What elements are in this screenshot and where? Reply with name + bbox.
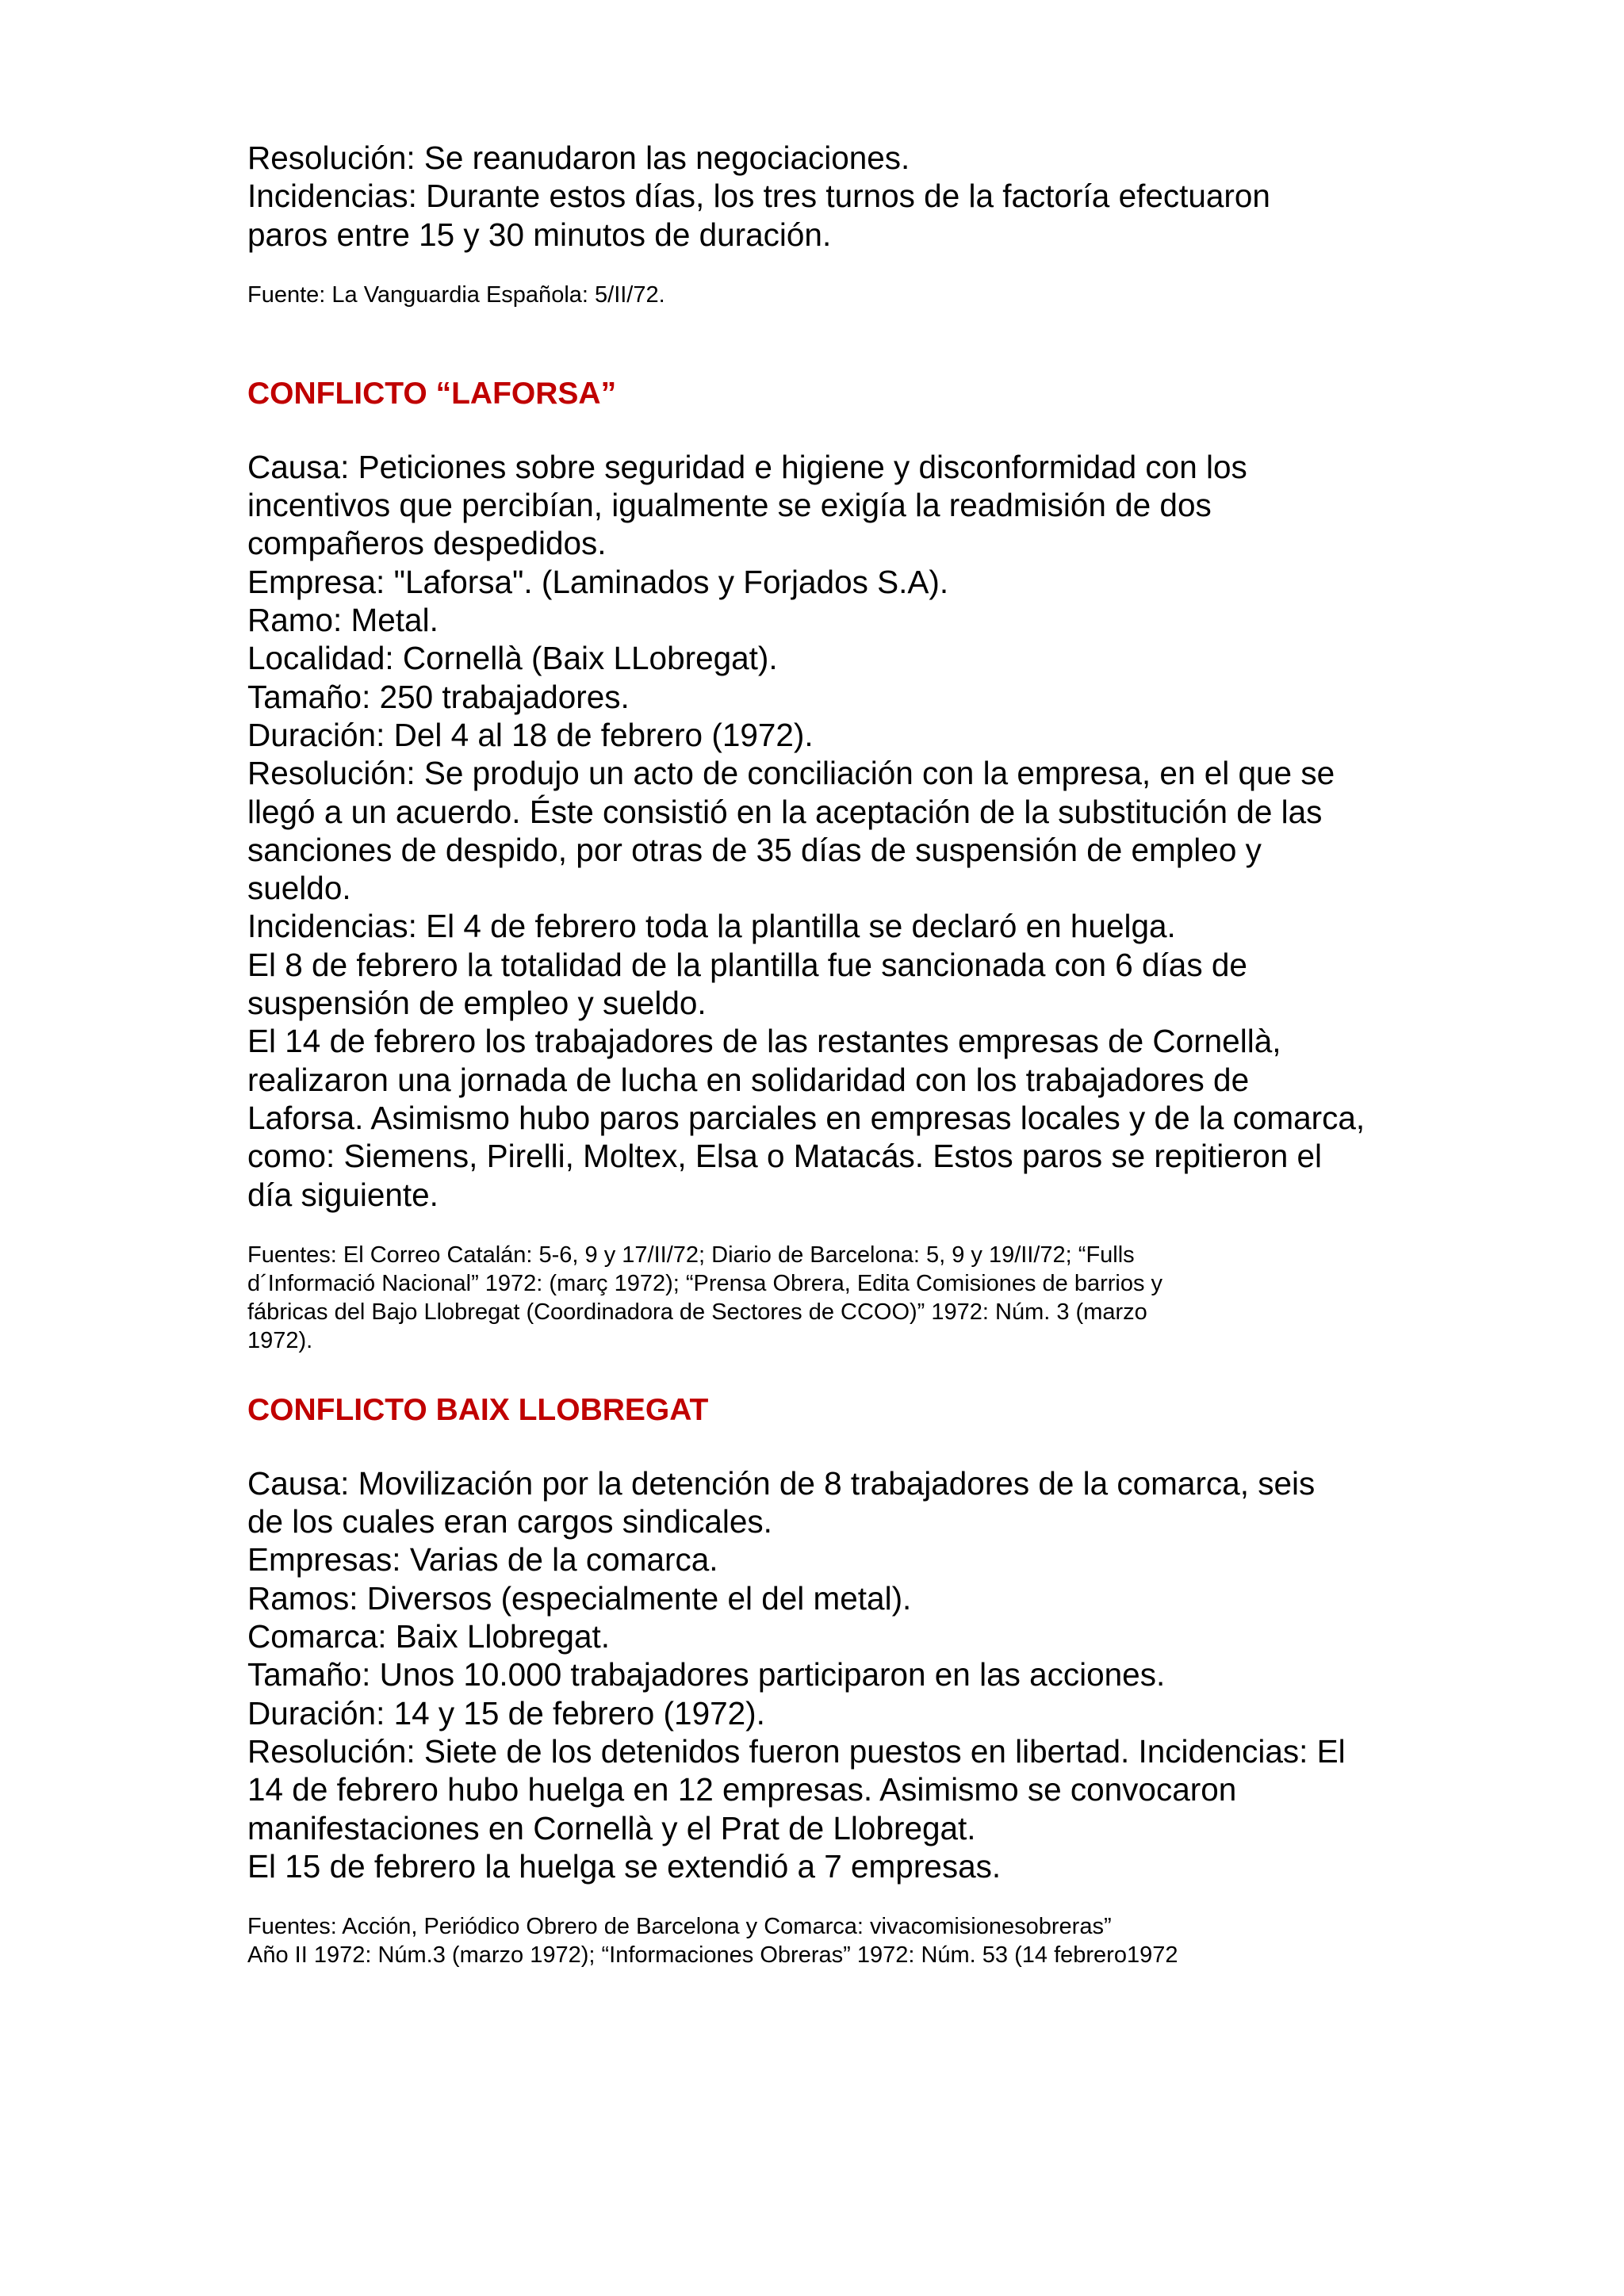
text-line: 14 de febrero hubo huelga en 12 empresas. Asimismo se convocaron	[247, 1771, 1237, 1808]
text-line: Tamaño: Unos 10.000 trabajadores participaron en las acciones.	[247, 1656, 1166, 1693]
document-page	[247, 139, 1413, 1969]
section-body-laforsa	[247, 448, 1413, 1214]
text-line: realizaron una jornada de lucha en solidaridad con los trabajadores de	[247, 1061, 1250, 1098]
text-line: día siguiente.	[247, 1176, 439, 1213]
text-line: Incidencias: Durante estos días, los tres turnos de la factoría efectuaron	[247, 178, 1270, 215]
text-line: Duración: 14 y 15 de febrero (1972).	[247, 1694, 765, 1732]
text-line: llegó a un acuerdo. Éste consistió en la aceptación de la substitución de las	[247, 793, 1323, 830]
text-line: El 14 de febrero los trabajadores de las restantes empresas de Cornellà,	[247, 1023, 1281, 1060]
text-line: Duración: Del 4 al 18 de febrero (1972).	[247, 716, 814, 753]
text-line: Laforsa. Asimismo hubo paros parciales en empresas locales y de la comarca,	[247, 1099, 1365, 1136]
text-line: Resolución: Se produjo un acto de conciliación con la empresa, en el que se	[247, 755, 1335, 792]
text-line: suspensión de empleo y sueldo.	[247, 985, 707, 1022]
section-source-laforsa	[247, 1241, 1413, 1355]
intro-paragraph	[247, 139, 1413, 254]
text-line: de los cuales eran cargos sindicales.	[247, 1503, 772, 1540]
text-line: Tamaño: 250 trabajadores.	[247, 678, 630, 715]
text-line: Causa: Peticiones sobre seguridad e higiene y disconformidad con los	[247, 448, 1247, 485]
text-line: Localidad: Cornellà (Baix LLobregat).	[247, 640, 778, 677]
source-line: Fuente: La Vanguardia Española: 5/II/72.	[247, 281, 665, 308]
text-line: El 8 de febrero la totalidad de la plantilla fue sancionada con 6 días de	[247, 946, 1247, 983]
text-line: como: Siemens, Pirelli, Moltex, Elsa o Matacás. Estos paros se repitieron el	[247, 1138, 1323, 1175]
source-line: 1972).	[247, 1327, 313, 1353]
text-line: Causa: Movilización por la detención de 8 trabajadores de la comarca, seis	[247, 1464, 1316, 1502]
text-line: incentivos que percibían, igualmente se exigía la readmisión de dos	[247, 487, 1212, 524]
source-line: fábricas del Bajo Llobregat (Coordinadora de Sectores de CCOO)” 1972: Núm. 3 (marzo	[247, 1299, 1147, 1325]
source-line: Año II 1972: Núm.3 (marzo 1972); “Informaciones Obreras” 1972: Núm. 53 (14 febrero1972	[247, 1942, 1178, 1969]
text-line: Resolución: Se reanudaron las negociaciones.	[247, 140, 910, 176]
text-line: Ramo: Metal.	[247, 602, 439, 639]
text-line: manifestaciones en Cornellà y el Prat de Llobregat.	[247, 1809, 976, 1846]
text-line: sueldo.	[247, 870, 351, 907]
text-line: paros entre 15 y 30 minutos de duración.	[247, 216, 832, 253]
text-line: Empresas: Varias de la comarca.	[247, 1541, 718, 1578]
intro-source	[247, 281, 1413, 309]
section-heading-laforsa: CONFLICTO “LAFORSA”	[247, 376, 617, 411]
source-line: Fuentes: Acción, Periódico Obrero de Barcelona y Comarca: vivacomisionesobreras”	[247, 1914, 1112, 1940]
text-line: Empresa: "Laforsa". (Laminados y Forjados S.A).	[247, 563, 949, 600]
text-line: Incidencias: El 4 de febrero toda la plantilla se declaró en huelga.	[247, 908, 1176, 945]
section-body-baix-llobregat	[247, 1464, 1413, 1885]
section-heading-baix-llobregat: CONFLICTO BAIX LLOBREGAT	[247, 1392, 709, 1427]
text-line: El 15 de febrero la huelga se extendió a 7 empresas.	[247, 1847, 1002, 1885]
section-source-baix-llobregat	[247, 1912, 1413, 1969]
text-line: compañeros despedidos.	[247, 525, 607, 562]
text-line: Comarca: Baix Llobregat.	[247, 1618, 610, 1655]
text-line: Ramos: Diversos (especialmente el del metal).	[247, 1579, 912, 1617]
text-line: Resolución: Siete de los detenidos fueron puestos en libertad. Incidencias: El	[247, 1732, 1346, 1770]
source-line: d´Informació Nacional” 1972: (març 1972); “Prensa Obrera, Edita Comisiones de barrios y	[247, 1270, 1163, 1296]
source-line: Fuentes: El Correo Catalán: 5-6, 9 y 17/II/72; Diario de Barcelona: 5, 9 y 19/II/72; “Fulls	[247, 1242, 1135, 1268]
text-line: sanciones de despido, por otras de 35 días de suspensión de empleo y	[247, 831, 1262, 868]
